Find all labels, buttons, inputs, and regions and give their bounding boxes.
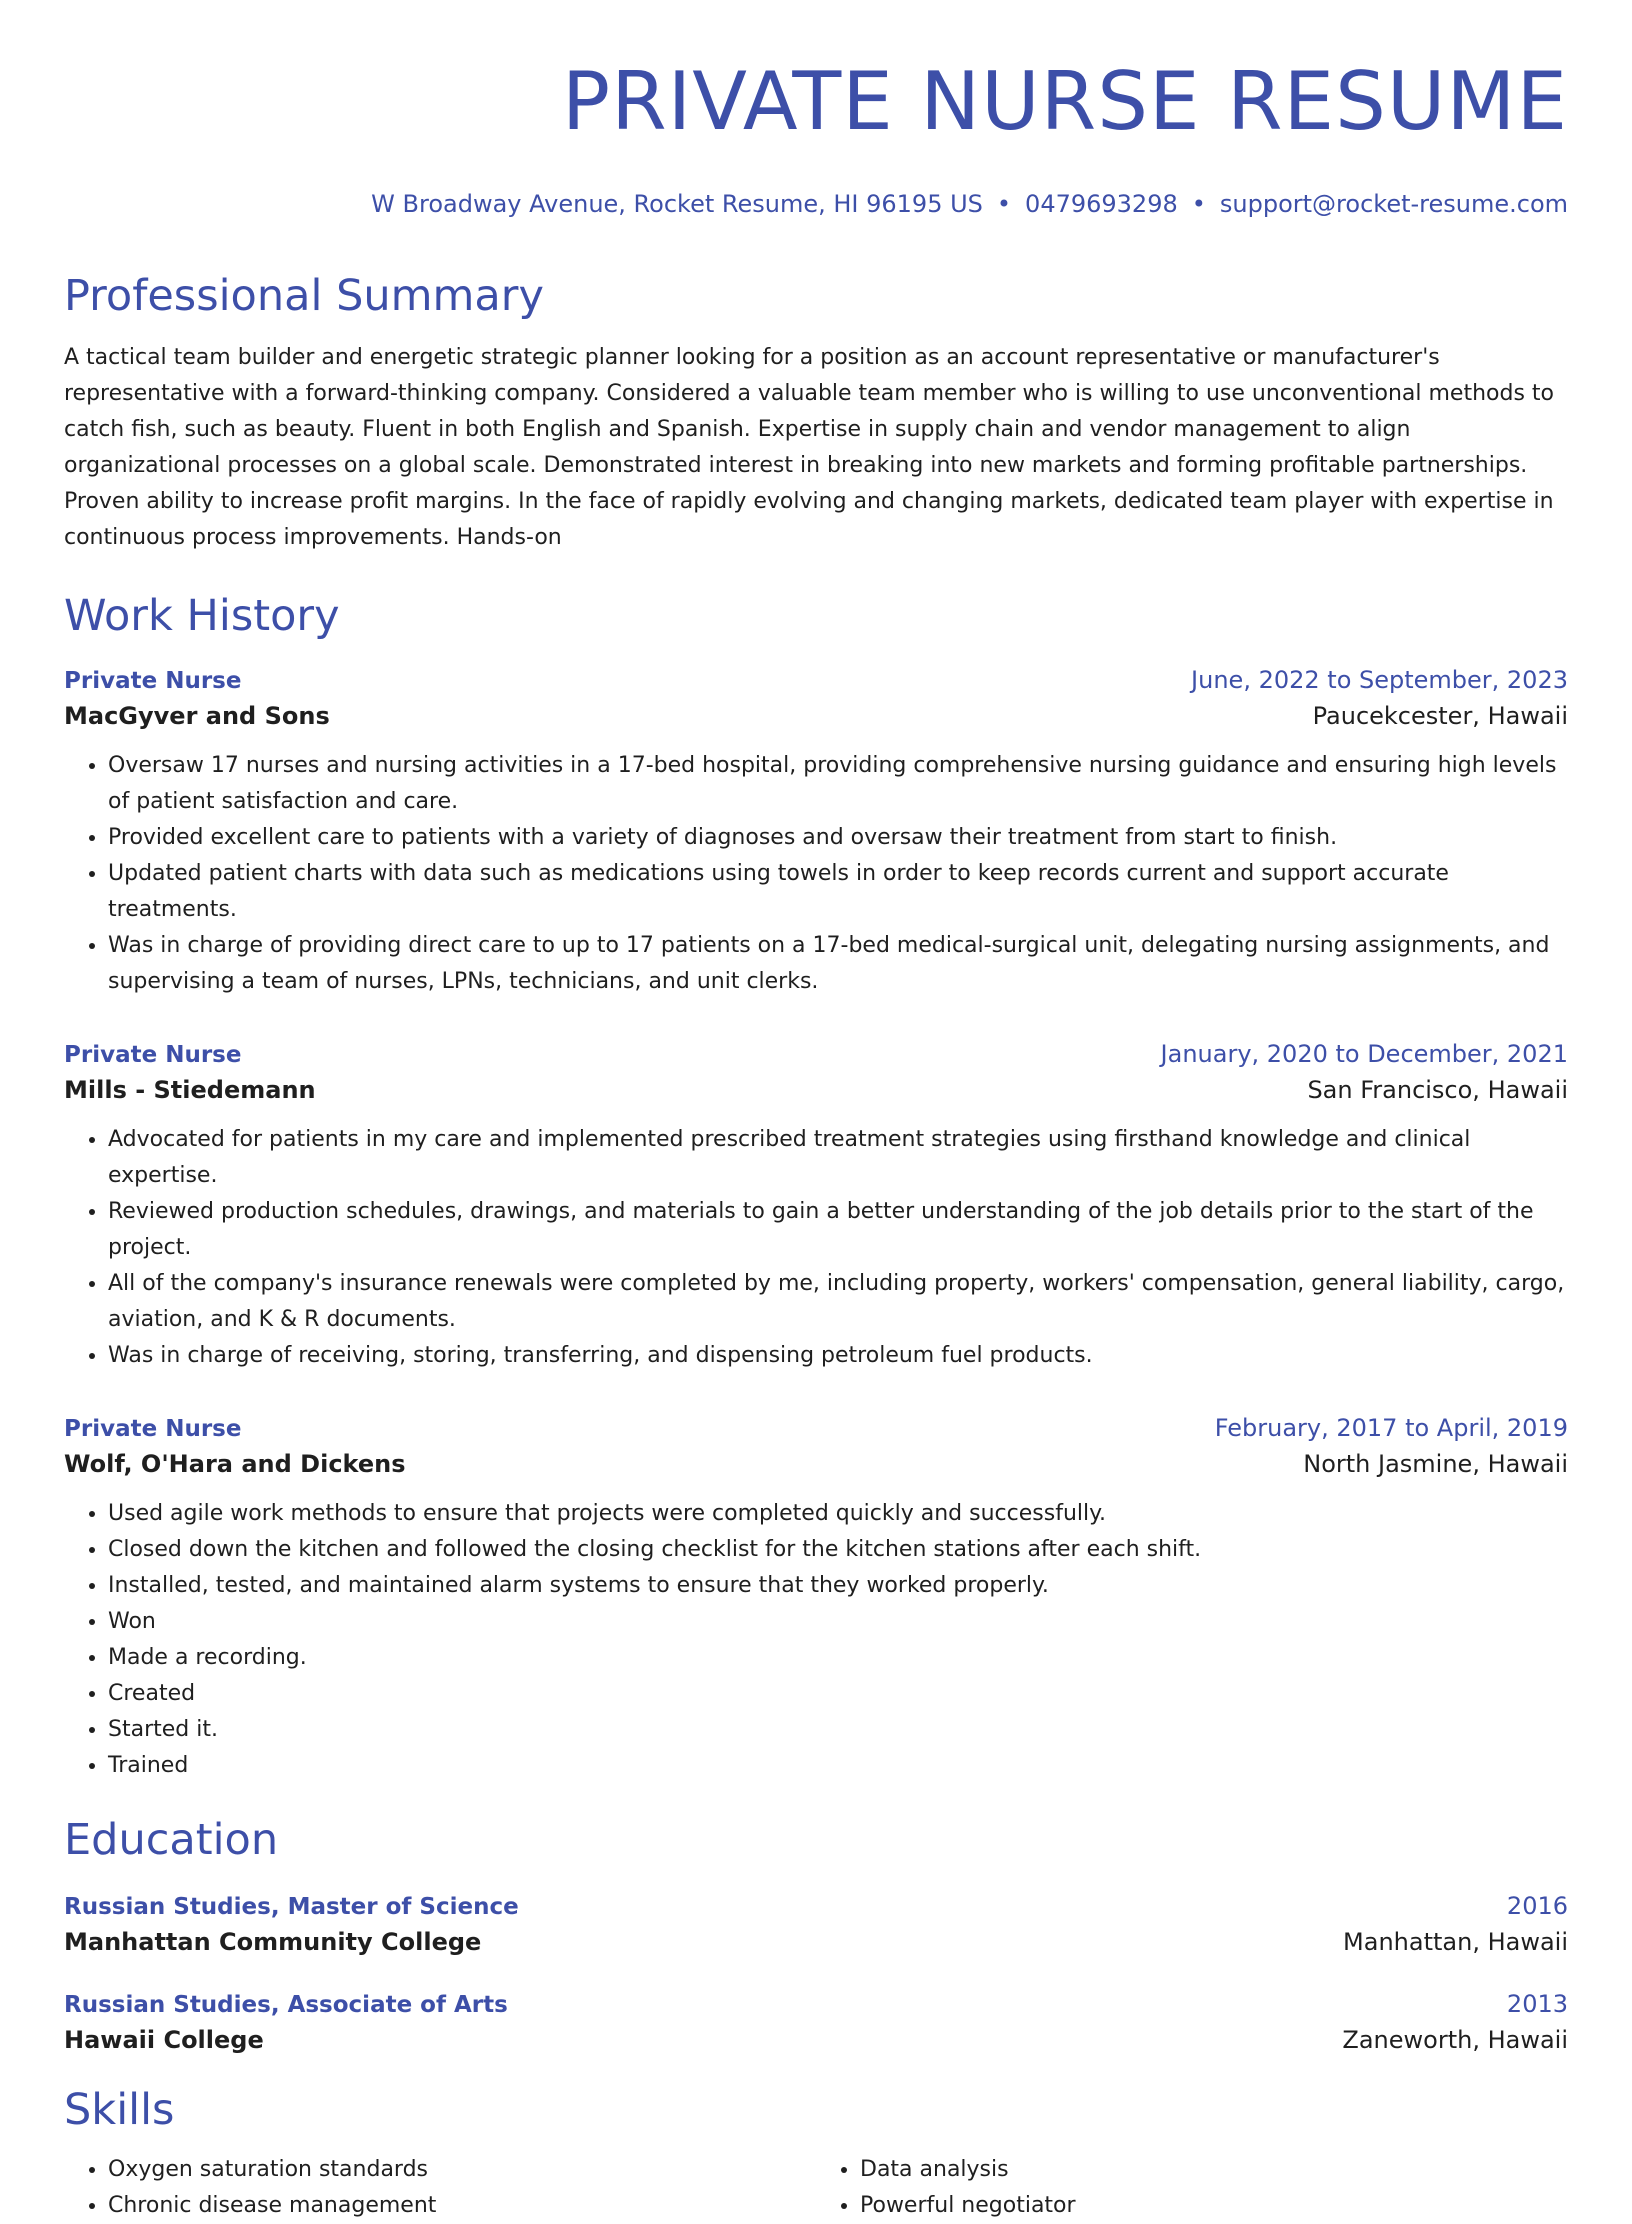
resume-title: PRIVATE NURSE RESUME [561, 55, 1568, 148]
job-header-row [64, 1414, 1568, 1442]
education-school-row [64, 2026, 1568, 2054]
contact-separator: • [996, 190, 1012, 218]
job-bullet-list [64, 1122, 1568, 1374]
job-location: San Francisco, Hawaii [1307, 1076, 1568, 1104]
education-list [64, 1892, 1568, 2054]
education-school: Manhattan Community College [64, 1928, 482, 1956]
contact-line [64, 190, 1568, 218]
job-bullet: • Oversaw 17 nurses and nursing activities in a 17-bed hospital, providing comprehensive nursing guidance and ensuring high levels of patient satisfaction and care. [108, 748, 1568, 820]
job-bullet: • Created [108, 1676, 1568, 1712]
job-company: Mills - Stiedemann [64, 1076, 316, 1104]
education-heading: Education [64, 1815, 279, 1865]
education-entry [64, 1892, 1568, 1956]
skill-item: • Oxygen saturation standards [108, 2152, 816, 2188]
work-history-list [64, 666, 1568, 1784]
contact-phone: 0479693298 [1025, 190, 1178, 218]
education-year: 2016 [1506, 1892, 1568, 1920]
job-company-row [64, 702, 1568, 730]
skills-column-right [816, 2152, 1568, 2224]
skills-column-left [64, 2152, 816, 2224]
job-company-row [64, 1450, 1568, 1478]
education-location: Manhattan, Hawaii [1343, 1928, 1568, 1956]
job-dates: June, 2022 to September, 2023 [1191, 666, 1568, 694]
job-header-row [64, 666, 1568, 694]
job-bullet: • Trained [108, 1748, 1568, 1784]
job-role: Private Nurse [64, 1416, 242, 1442]
job-location: North Jasmine, Hawaii [1303, 1450, 1568, 1478]
job-bullet: • Closed down the kitchen and followed the closing checklist for the kitchen stations after each shift. [108, 1532, 1568, 1568]
job-dates: January, 2020 to December, 2021 [1160, 1040, 1568, 1068]
education-header-row [64, 1990, 1568, 2018]
job-bullet: • Used agile work methods to ensure that projects were completed quickly and successfully. [108, 1496, 1568, 1532]
skill-item: • Data analysis [860, 2152, 1568, 2188]
education-year: 2013 [1506, 1990, 1568, 2018]
job-entry [64, 666, 1568, 1000]
skill-item: • Powerful negotiator [860, 2188, 1568, 2224]
job-bullet: • Won [108, 1604, 1568, 1640]
job-bullet: • Installed, tested, and maintained alarm systems to ensure that they worked properly. [108, 1568, 1568, 1604]
education-header-row [64, 1892, 1568, 1920]
education-degree: Russian Studies, Master of Science [64, 1894, 519, 1920]
summary-heading: Professional Summary [64, 271, 544, 321]
job-bullet-list [64, 748, 1568, 1000]
job-header-row [64, 1040, 1568, 1068]
education-degree: Russian Studies, Associate of Arts [64, 1992, 508, 2018]
contact-address: W Broadway Avenue, Rocket Resume, HI 96195 US [371, 190, 983, 218]
job-bullet: • Updated patient charts with data such as medications using towels in order to keep records current and support accurate treatments. [108, 856, 1568, 928]
job-bullet: • Provided excellent care to patients with a variety of diagnoses and oversaw their treatment from start to finish. [108, 820, 1568, 856]
job-bullet: • Reviewed production schedules, drawings, and materials to gain a better understanding of the job details prior to the start of the project. [108, 1194, 1568, 1266]
education-school-row [64, 1928, 1568, 1956]
education-school: Hawaii College [64, 2026, 264, 2054]
job-dates: February, 2017 to April, 2019 [1214, 1414, 1568, 1442]
job-bullet: • Made a recording. [108, 1640, 1568, 1676]
job-location: Paucekcester, Hawaii [1312, 702, 1568, 730]
skill-item: • Chronic disease management [108, 2188, 816, 2224]
job-bullet: • Was in charge of providing direct care to up to 17 patients on a 17-bed medical-surgical unit, delegating nursing assignments, and supervising a team of nurses, LPNs, technicians, and unit clerks. [108, 928, 1568, 1000]
education-entry [64, 1990, 1568, 2054]
contact-separator: • [1191, 190, 1206, 218]
job-role: Private Nurse [64, 1042, 242, 1068]
job-bullet: • Started it. [108, 1712, 1568, 1748]
job-bullet: • Was in charge of receiving, storing, transferring, and dispensing petroleum fuel products. [108, 1338, 1568, 1374]
job-entry [64, 1040, 1568, 1374]
summary-text: A tactical team builder and energetic strategic planner looking for a position as an account representative or manufacturer's representative with a forward-thinking company. Considered a valuable team member who is willing to use unconventional methods to catch fish, such as beauty. Fluent in both English and Spanish. Expertise in supply chain and vendor management to align organizational processes on a global scale. Demonstrated interest in breaking into new markets and forming profitable partnerships. Proven ability to increase profit margins. In the face of rapidly evolving and changing markets, dedicated team player with expertise in continuous process improvements. Hands-on [64, 345, 1554, 550]
contact-email: support@rocket-resume.com [1219, 190, 1568, 218]
job-company-row [64, 1076, 1568, 1104]
job-bullet: • Advocated for patients in my care and implemented prescribed treatment strategies using firsthand knowledge and clinical expertise. [108, 1122, 1568, 1194]
work-history-heading: Work History [64, 591, 340, 641]
job-role: Private Nurse [64, 668, 242, 694]
job-company: MacGyver and Sons [64, 702, 330, 730]
skills-heading: Skills [64, 2085, 175, 2135]
job-bullet-list [64, 1496, 1568, 1784]
job-entry [64, 1414, 1568, 1784]
job-company: Wolf, O'Hara and Dickens [64, 1450, 406, 1478]
education-location: Zaneworth, Hawaii [1342, 2026, 1568, 2054]
job-bullet: • All of the company's insurance renewals were completed by me, including property, workers' compensation, general liability, cargo, aviation, and K & R documents. [108, 1266, 1568, 1338]
skills-grid [64, 2152, 1568, 2224]
